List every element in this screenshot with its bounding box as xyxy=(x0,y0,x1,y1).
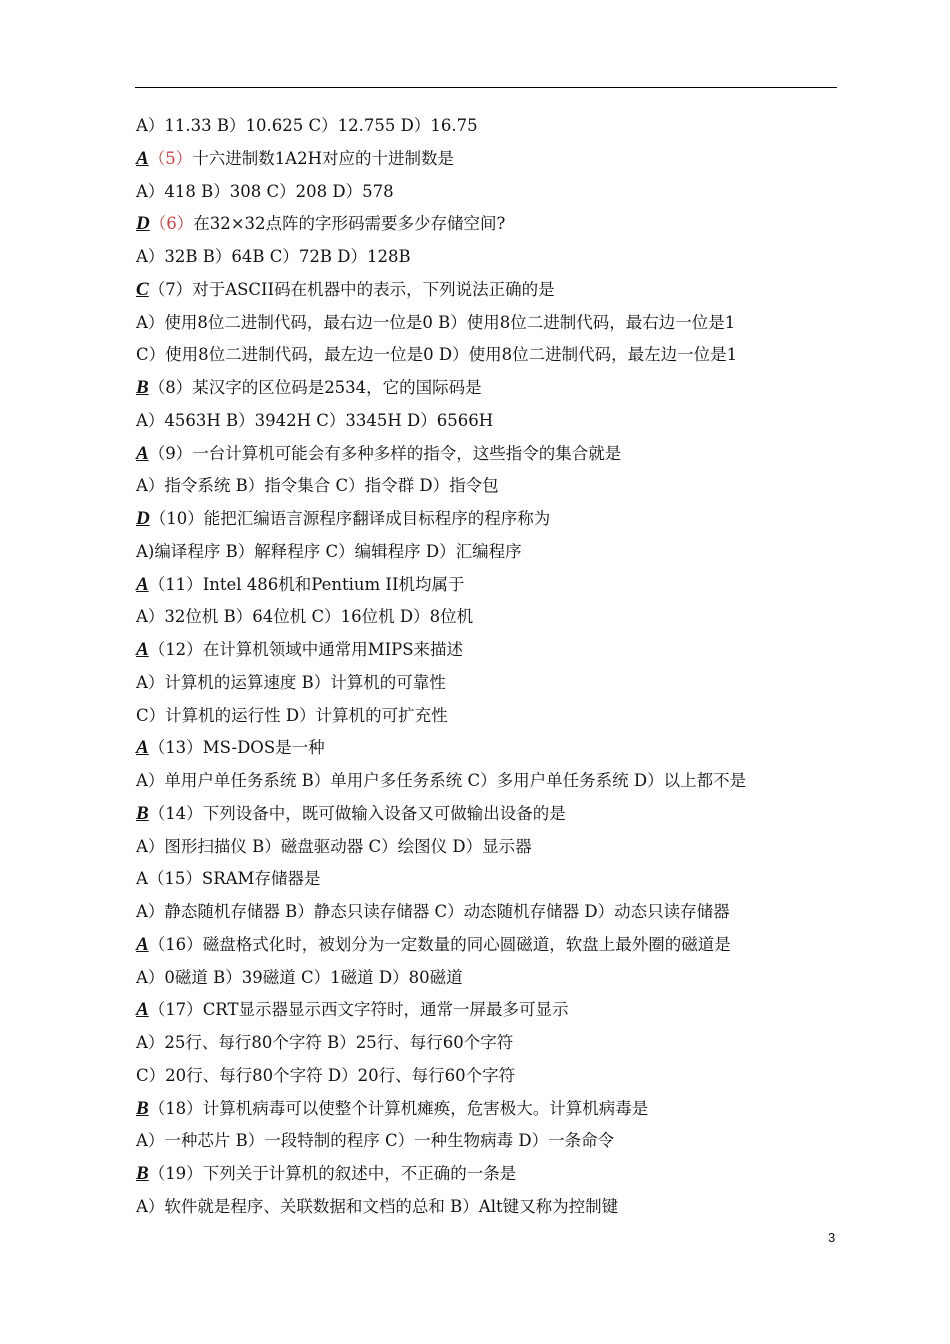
option-line xyxy=(136,667,841,700)
question-text: MS-DOS是一种 xyxy=(202,738,325,758)
question-line xyxy=(136,1158,841,1191)
question-number: （10） xyxy=(149,509,204,528)
question-number: （9） xyxy=(148,443,193,463)
question-text: 某汉字的区位码是2534，它的国际码是 xyxy=(192,378,482,397)
line-text: A)编译程序 B）解释程序 C）编辑程序 D）汇编程序 xyxy=(136,541,522,561)
question-number: （8） xyxy=(148,378,193,397)
question-number: （11） xyxy=(148,574,203,594)
answer-key: B xyxy=(136,802,149,824)
question-number: （19） xyxy=(148,1164,203,1183)
answer-key: A xyxy=(136,147,149,169)
option-line xyxy=(136,962,841,995)
question-text: 在计算机领域中通常用MIPS来描述 xyxy=(202,640,464,659)
line-text: A）静态随机存储器 B）静态只读存储器 C）动态随机存储器 D）动态只读存储器 xyxy=(136,902,730,921)
question-number: （12） xyxy=(148,640,203,659)
answer-key: D xyxy=(136,213,150,235)
line-text: A）计算机的运算速度 B）计算机的可靠性 xyxy=(136,672,446,692)
question-number: （18） xyxy=(148,1098,203,1118)
question-number: （5） xyxy=(148,148,193,168)
line-text: A）一种芯片 B）一段特制的程序 C）一种生物病毒 D）一条命令 xyxy=(136,1131,615,1151)
option-line xyxy=(136,1125,841,1158)
option-line xyxy=(136,896,841,929)
answer-key: A xyxy=(136,639,149,660)
question-line xyxy=(136,634,841,667)
option-line xyxy=(136,765,841,798)
question-text: 能把汇编语言源程序翻译成目标程序的程序称为 xyxy=(203,509,551,528)
question-line xyxy=(136,503,841,536)
line-text: A）0磁道 B）39磁道 C）1磁道 D）80磁道 xyxy=(136,967,463,987)
option-line xyxy=(136,1060,841,1093)
answer-key: A xyxy=(136,737,149,759)
header-rule xyxy=(135,87,837,88)
question-list xyxy=(136,110,841,1224)
question-number: （16） xyxy=(148,934,203,954)
question-line xyxy=(136,1093,841,1126)
line-text: A）软件就是程序、关联数据和文档的总和 B）Alt键又称为控制键 xyxy=(136,1196,619,1216)
option-line xyxy=(136,176,841,209)
line-text: C）使用8位二进制代码，最左边一位是0 D）使用8位二进制代码，最左边一位是1 xyxy=(136,345,738,365)
line-text: A（15）SRAM存储器是 xyxy=(136,869,321,889)
line-text: A）418 B）308 C）208 D）578 xyxy=(136,181,394,201)
option-line xyxy=(136,863,841,896)
line-text: A）指令系统 B）指令集合 C）指令群 D）指令包 xyxy=(136,476,499,496)
question-line xyxy=(136,274,841,307)
question-line xyxy=(136,372,841,405)
question-text: CRT显示器显示西文字符时，通常一屏最多可显示 xyxy=(202,1000,569,1020)
line-text: A）图形扫描仪 B）磁盘驱动器 C）绘图仪 D）显示器 xyxy=(136,836,532,856)
answer-key: D xyxy=(136,508,150,529)
option-line xyxy=(136,700,841,733)
question-number: （7） xyxy=(148,279,193,299)
question-number: （6） xyxy=(149,214,194,234)
question-line xyxy=(136,994,841,1027)
line-text: C）计算机的运行性 D）计算机的可扩充性 xyxy=(136,705,448,725)
question-line xyxy=(136,929,841,962)
question-line xyxy=(136,438,841,471)
question-text: 十六进制数1A2H对应的十进制数是 xyxy=(192,148,454,168)
line-text: A）25行、每行80个字符 B）25行、每行60个字符 xyxy=(136,1033,514,1052)
option-line xyxy=(136,536,841,569)
page-number: 3 xyxy=(828,1230,836,1245)
answer-key: C xyxy=(136,278,149,300)
option-line xyxy=(136,601,841,634)
answer-key: B xyxy=(136,377,149,398)
question-text: 对于ASCII码在机器中的表示，下列说法正确的是 xyxy=(192,279,555,299)
answer-key: A xyxy=(136,442,149,464)
question-number: （13） xyxy=(148,738,203,758)
question-text: 下列关于计算机的叙述中，不正确的一条是 xyxy=(202,1164,517,1183)
answer-key: A xyxy=(136,933,149,955)
question-text: 在32×32点阵的字形码需要多少存储空间? xyxy=(193,214,506,234)
line-text: A）32位机 B）64位机 C）16位机 D）8位机 xyxy=(136,607,474,627)
option-line xyxy=(136,1027,841,1060)
question-text: 下列设备中，既可做输入设备又可做输出设备的是 xyxy=(202,803,566,823)
answer-key: A xyxy=(136,573,149,595)
question-text: 计算机病毒可以使整个计算机瘫痪，危害极大。计算机病毒是 xyxy=(202,1098,649,1118)
option-line xyxy=(136,405,841,438)
option-line xyxy=(136,1191,841,1224)
option-line xyxy=(136,470,841,503)
question-text: 磁盘格式化时，被划分为一定数量的同心圆磁道，软盘上最外圈的磁道是 xyxy=(202,934,731,954)
option-line xyxy=(136,831,841,864)
question-line xyxy=(136,732,841,765)
answer-key: B xyxy=(136,1163,149,1184)
line-text: C）20行、每行80个字符 D）20行、每行60个字符 xyxy=(136,1065,516,1085)
question-number: （17） xyxy=(148,1000,203,1020)
question-number: （14） xyxy=(148,803,203,823)
question-text: 一台计算机可能会有多种多样的指令，这些指令的集合就是 xyxy=(192,443,622,463)
question-line xyxy=(136,143,841,176)
answer-key: A xyxy=(136,999,149,1021)
question-line xyxy=(136,569,841,602)
line-text: A）单用户单任务系统 B）单用户多任务系统 C）多用户单任务系统 D）以上都不是 xyxy=(136,771,747,790)
line-text: A）32B B）64B C）72B D）128B xyxy=(136,247,411,266)
line-text: A）11.33 B）10.625 C）12.755 D）16.75 xyxy=(136,116,478,135)
question-line xyxy=(136,798,841,831)
line-text: A）使用8位二进制代码，最右边一位是0 B）使用8位二进制代码，最右边一位是1 xyxy=(136,312,736,332)
option-line xyxy=(136,241,841,274)
question-text: Intel 486机和Pentium II机均属于 xyxy=(202,574,465,594)
line-text: A）4563H B）3942H C）3345H D）6566H xyxy=(136,410,494,430)
question-line xyxy=(136,208,841,241)
answer-key: B xyxy=(136,1097,149,1119)
option-line xyxy=(136,339,841,372)
option-line xyxy=(136,110,841,143)
option-line xyxy=(136,307,841,340)
